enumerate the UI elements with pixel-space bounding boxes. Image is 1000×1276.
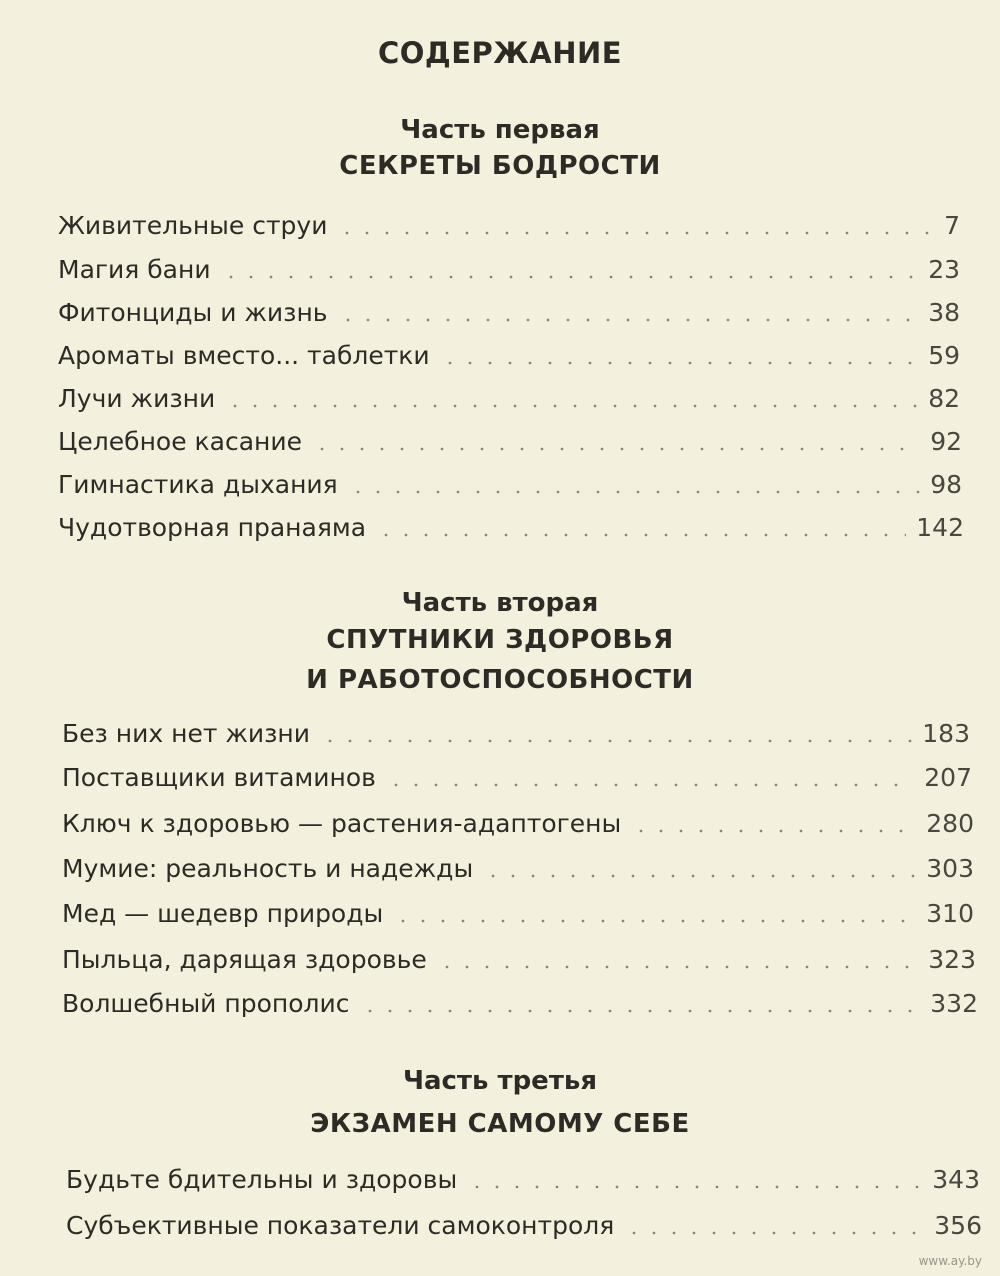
toc-entry[interactable] bbox=[62, 804, 974, 844]
entry-page: 38 bbox=[928, 298, 960, 327]
entry-title: Ключ к здоровью — растения-адаптогены bbox=[62, 809, 622, 838]
dot-leader bbox=[312, 447, 920, 451]
toc-entry[interactable] bbox=[66, 1206, 982, 1246]
entry-title: Гимнастика дыхания bbox=[58, 470, 338, 499]
entry-title: Чудотворная пранаяма bbox=[58, 513, 367, 542]
entry-page: 23 bbox=[928, 255, 960, 284]
entry-page: 98 bbox=[930, 470, 962, 499]
entry-title: Мед — шедевр природы bbox=[62, 899, 384, 928]
dot-leader bbox=[437, 965, 919, 969]
entry-page: 207 bbox=[924, 763, 972, 792]
part-1-label: Часть первая bbox=[400, 115, 600, 145]
part-3-title: ЭКЗАМЕН САМОМУ СЕБЕ bbox=[310, 1109, 690, 1139]
toc-entry[interactable] bbox=[58, 336, 960, 376]
toc-entry[interactable] bbox=[58, 206, 960, 246]
dot-leader bbox=[631, 829, 916, 833]
toc-entry[interactable] bbox=[58, 293, 960, 333]
entry-title: Волшебный прополис bbox=[62, 989, 350, 1018]
entry-page: 356 bbox=[934, 1211, 982, 1240]
dot-leader bbox=[624, 1231, 924, 1235]
toc-entry[interactable] bbox=[58, 422, 962, 462]
toc-entry[interactable] bbox=[62, 940, 976, 980]
toc-entry[interactable] bbox=[58, 250, 960, 290]
entry-title: Лучи жизни bbox=[58, 384, 216, 413]
dot-leader bbox=[221, 275, 919, 279]
entry-page: 82 bbox=[928, 384, 960, 413]
part-1-title: СЕКРЕТЫ БОДРОСТИ bbox=[339, 151, 661, 181]
part-2-title: СПУТНИКИ ЗДОРОВЬЯ bbox=[326, 625, 674, 655]
entry-page: 59 bbox=[928, 341, 960, 370]
entry-title: Будьте бдительны и здоровы bbox=[66, 1165, 458, 1194]
toc-entry[interactable] bbox=[58, 465, 962, 505]
page-title: СОДЕРЖАНИЕ bbox=[377, 36, 623, 70]
dot-leader bbox=[483, 874, 916, 878]
toc-entry[interactable] bbox=[62, 984, 978, 1024]
dot-leader bbox=[393, 919, 916, 923]
toc-entry[interactable] bbox=[62, 758, 972, 798]
entry-title: Ароматы вместо... таблетки bbox=[58, 341, 430, 370]
toc-entry[interactable] bbox=[66, 1160, 980, 1200]
dot-leader bbox=[337, 231, 934, 235]
dot-leader bbox=[467, 1185, 922, 1189]
toc-entry[interactable] bbox=[62, 714, 970, 754]
dot-leader bbox=[320, 739, 912, 743]
toc-entry[interactable] bbox=[62, 849, 974, 889]
entry-title: Мумие: реальность и надежды bbox=[62, 854, 474, 883]
dot-leader bbox=[348, 490, 920, 494]
part-3-label: Часть третья bbox=[402, 1066, 598, 1096]
entry-title: Без них нет жизни bbox=[62, 719, 310, 748]
entry-page: 92 bbox=[930, 427, 962, 456]
dot-leader bbox=[386, 783, 914, 787]
entry-page: 303 bbox=[926, 854, 974, 883]
entry-page: 323 bbox=[928, 945, 976, 974]
toc-entry[interactable] bbox=[58, 379, 960, 419]
entry-title: Магия бани bbox=[58, 255, 211, 284]
part-2-label: Часть вторая bbox=[401, 588, 599, 618]
dot-leader bbox=[376, 533, 906, 537]
toc-entry[interactable] bbox=[58, 508, 964, 548]
dot-leader bbox=[225, 404, 918, 408]
entry-page: 343 bbox=[932, 1165, 980, 1194]
dot-leader bbox=[338, 318, 919, 322]
entry-title: Субъективные показатели самоконтроля bbox=[66, 1211, 615, 1240]
entry-page: 183 bbox=[922, 719, 970, 748]
entry-title: Целебное касание bbox=[58, 427, 302, 456]
entry-page: 280 bbox=[926, 809, 974, 838]
entry-title: Фитонциды и жизнь bbox=[58, 298, 328, 327]
entry-page: 142 bbox=[916, 513, 964, 542]
entry-page: 332 bbox=[930, 989, 978, 1018]
dot-leader bbox=[360, 1009, 921, 1013]
dot-leader bbox=[440, 361, 919, 365]
entry-page: 7 bbox=[944, 211, 960, 240]
entry-title: Пыльца, дарящая здоровье bbox=[62, 945, 427, 974]
entry-page: 310 bbox=[926, 899, 974, 928]
part-2-title-line-2: И РАБОТОСПОСОБНОСТИ bbox=[306, 665, 694, 695]
toc-entry[interactable] bbox=[62, 894, 974, 934]
entry-title: Поставщики витаминов bbox=[62, 763, 376, 792]
entry-title: Живительные струи bbox=[58, 211, 328, 240]
watermark: www.ay.by bbox=[918, 1254, 982, 1268]
